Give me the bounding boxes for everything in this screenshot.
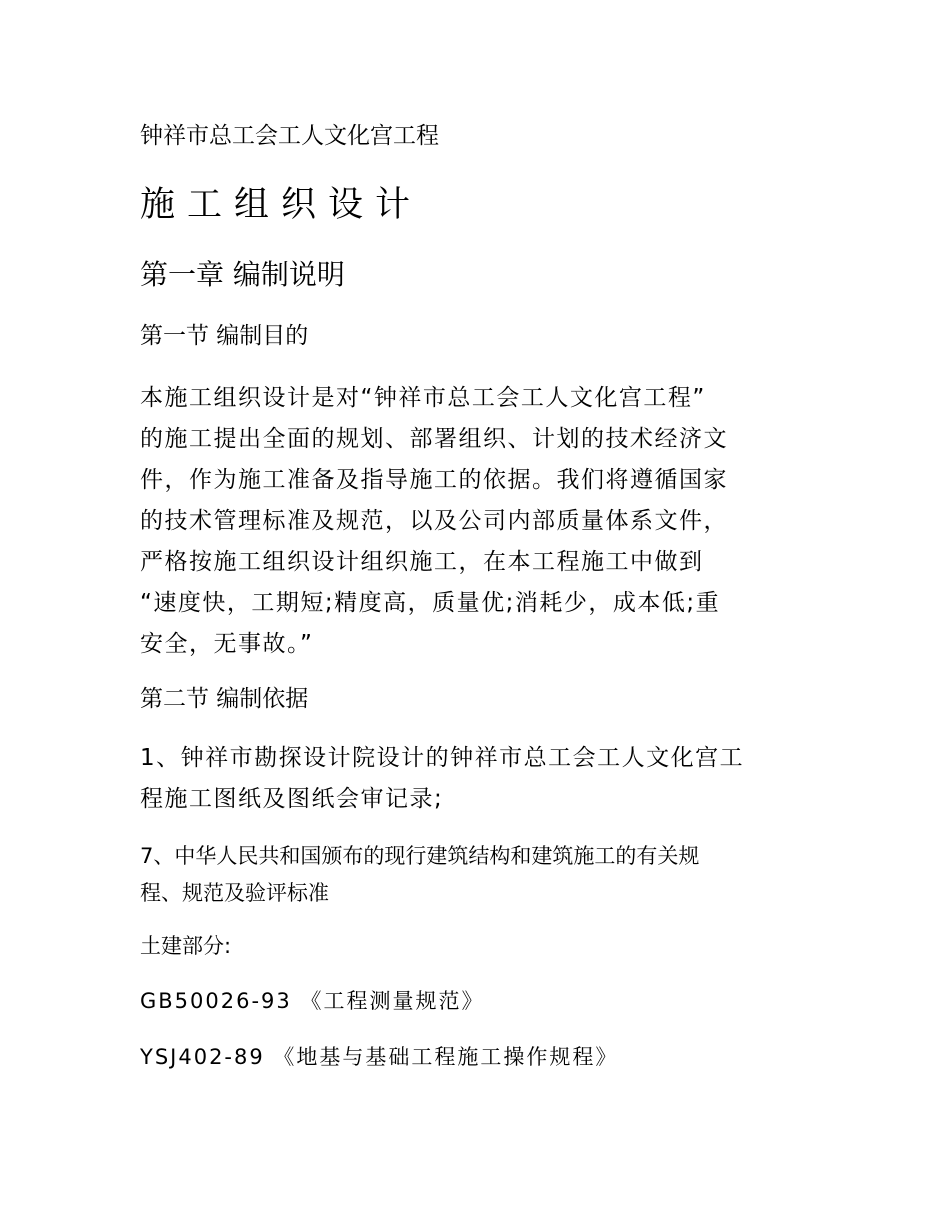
paragraph-line: 的施工提出全面的规划、部署组织、计划的技术经济文 bbox=[140, 426, 728, 452]
item-line: 程施工图纸及图纸会审记录; bbox=[140, 786, 444, 812]
section-heading-purpose: 第一节 编制目的 bbox=[140, 323, 309, 349]
item-line: 1、钟祥市勘探设计院设计的钟祥市总工会工人文化宫工 bbox=[140, 745, 745, 771]
civil-works-label: 土建部分: bbox=[140, 934, 232, 958]
paragraph-line: “速度快，工期短;精度高，质量优;消耗少，成本低;重 bbox=[140, 590, 721, 616]
paragraph-line: 安全，无事故。” bbox=[140, 631, 314, 657]
basis-item-1 bbox=[140, 738, 744, 820]
project-subtitle: 钟祥市总工会工人文化宫工程 bbox=[140, 123, 439, 149]
chapter-heading: 第一章 编制说明 bbox=[140, 258, 345, 291]
section-heading-basis: 第二节 编制依据 bbox=[140, 686, 309, 712]
paragraph-line: 本施工组织设计是对“钟祥市总工会工人文化宫工程” bbox=[140, 385, 706, 411]
basis-item-7 bbox=[140, 838, 699, 912]
document-title: 施工组织设计 bbox=[140, 185, 423, 225]
standard-item: YSJ402-89 《地基与基础工程施工操作规程》 bbox=[140, 1045, 619, 1069]
paragraph-line: 件，作为施工准备及指导施工的依据。我们将遵循国家 bbox=[140, 467, 728, 493]
standard-item: GB50026-93 《工程测量规范》 bbox=[140, 989, 485, 1013]
paragraph-line: 的技术管理标准及规范，以及公司内部质量体系文件， bbox=[140, 508, 728, 534]
purpose-paragraph bbox=[140, 378, 728, 665]
paragraph-line: 严格按施工组织设计组织施工，在本工程施工中做到 bbox=[140, 549, 704, 575]
item-line: 程、规范及验评标准 bbox=[140, 881, 329, 905]
item-line: 7、中华人民共和国颁布的现行建筑结构和建筑施工的有关规 bbox=[140, 844, 700, 868]
